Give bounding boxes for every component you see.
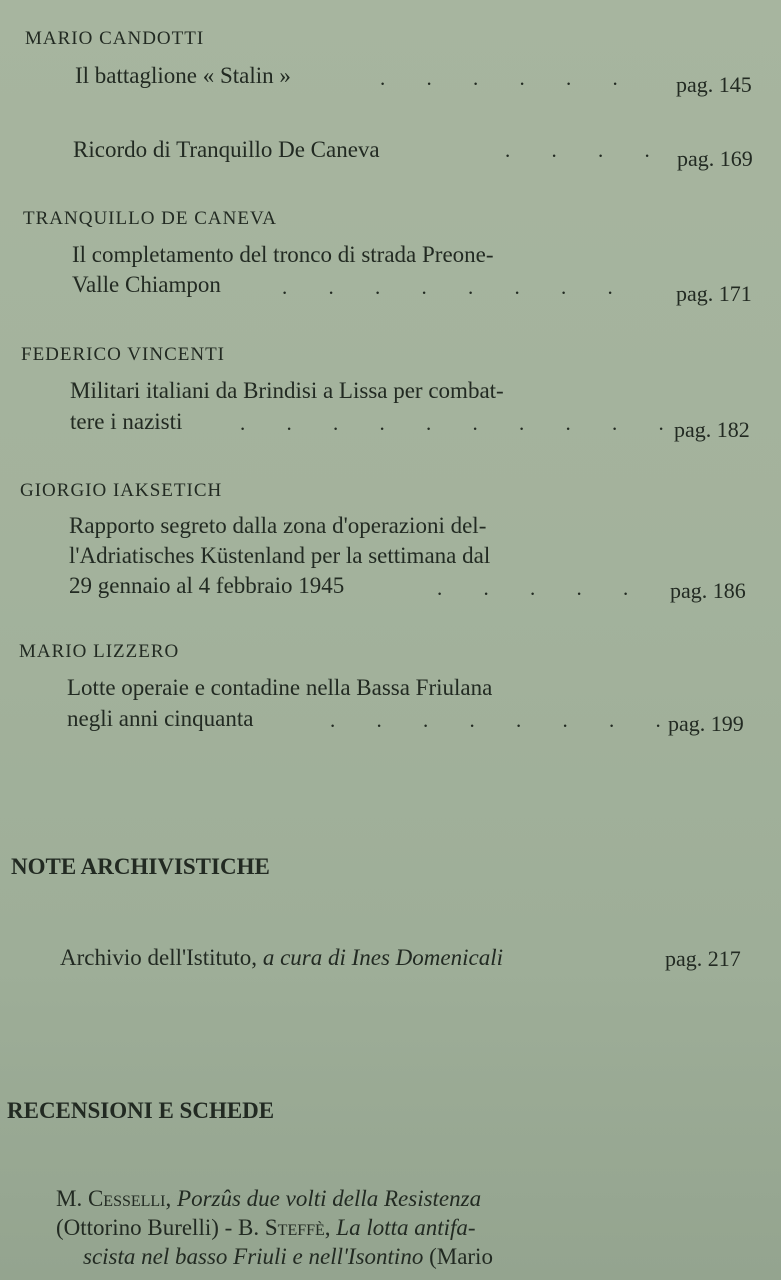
entry-author: FEDERICO VINCENTI bbox=[21, 344, 226, 365]
review-reviewer: (Mario bbox=[429, 1244, 493, 1269]
entry-title-line: tere i nazisti bbox=[70, 409, 183, 434]
entry-author: TRANQUILLO DE CANEVA bbox=[23, 208, 277, 229]
dot-leader: . . . . . . . . . . bbox=[240, 411, 682, 435]
entry-author: MARIO LIZZERO bbox=[19, 641, 180, 662]
entry-page-number: pag. 169 bbox=[677, 146, 753, 171]
entry-page-number: pag. 145 bbox=[676, 72, 752, 97]
entry-title-line: Lotte operaie e contadine nella Bassa Friulana bbox=[67, 675, 493, 700]
review-line bbox=[56, 1186, 481, 1212]
review-line bbox=[56, 1215, 476, 1241]
dot-leader: . . . . bbox=[505, 138, 668, 162]
entry-title-line: l'Adriatisches Küstenland per la settimana dal bbox=[69, 543, 491, 568]
entry-title-line: Valle Chiampon bbox=[72, 272, 221, 297]
entry-title-line: 29 gennaio al 4 febbraio 1945 bbox=[69, 573, 345, 598]
entry-title-line: Ricordo di Tranquillo De Caneva bbox=[73, 137, 380, 162]
entry-title-line: negli anni cinquanta bbox=[67, 706, 254, 731]
dot-leader: . . . . . . bbox=[380, 66, 636, 90]
entry-title-line: Il completamento del tronco di strada Preone- bbox=[72, 242, 494, 267]
review-book-title: Porzûs due volti della Resistenza bbox=[177, 1186, 482, 1211]
archive-entry bbox=[60, 945, 503, 971]
entry-page-number: pag. 186 bbox=[670, 578, 746, 603]
section-heading: RECENSIONI E SCHEDE bbox=[7, 1098, 275, 1123]
entry-title-line: Il battaglione « Stalin » bbox=[75, 63, 291, 88]
entry-page-number: pag. 171 bbox=[676, 281, 752, 306]
review-line bbox=[83, 1244, 493, 1270]
review-reviewer: (Ottorino Burelli) - bbox=[56, 1215, 233, 1240]
review-book-title: scista nel basso Friuli e nell'Isontino bbox=[83, 1244, 424, 1269]
review-author: B. Steffè, bbox=[238, 1215, 331, 1240]
entry-title-line: Militari italiani da Brindisi a Lissa per combat- bbox=[70, 378, 504, 403]
entry-page-number: pag. 217 bbox=[665, 946, 741, 971]
section-heading: NOTE ARCHIVISTICHE bbox=[11, 854, 270, 879]
review-book-title: La lotta antifa- bbox=[336, 1215, 476, 1240]
entry-page-number: pag. 182 bbox=[674, 417, 750, 442]
dot-leader: . . . . . . . . bbox=[282, 275, 631, 299]
entry-title-line: Rapporto segreto dalla zona d'operazioni del- bbox=[69, 513, 487, 538]
archive-entry-title: Archivio dell'Istituto, bbox=[60, 945, 258, 970]
dot-leader: . . . . . . . . bbox=[330, 708, 679, 732]
archive-entry-curator: a cura di Ines Domenicali bbox=[262, 945, 503, 970]
review-author: M. Cesselli, bbox=[56, 1186, 172, 1211]
entry-page-number: pag. 199 bbox=[668, 711, 744, 736]
entry-author: MARIO CANDOTTI bbox=[25, 28, 205, 49]
entry-author: GIORGIO IAKSETICH bbox=[20, 480, 223, 501]
dot-leader: . . . . . bbox=[437, 576, 647, 600]
